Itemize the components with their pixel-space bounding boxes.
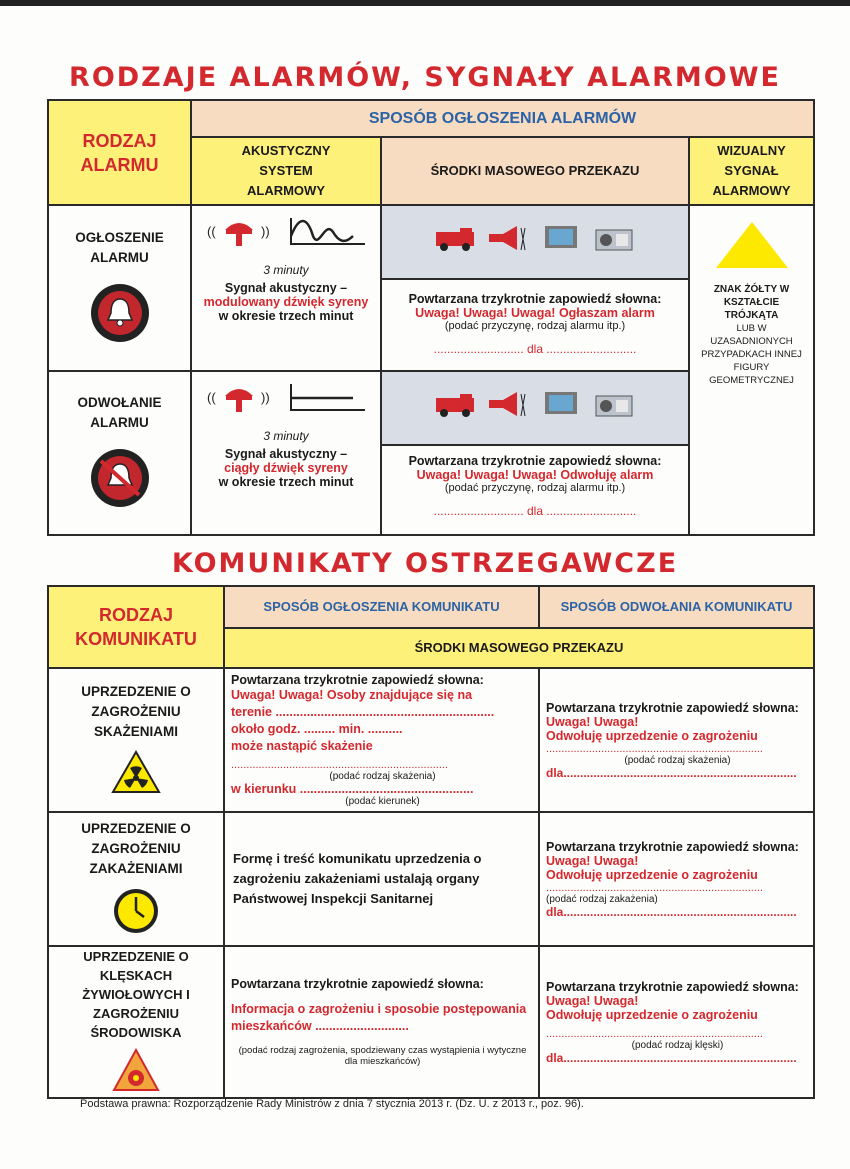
warning-row-1-cancel: Powtarzana trzykrotnie zapowiedź słowna: Uwaga! Uwaga! Odwołuję uprzedzenie o zagrożeniu ....................................................................... (podać rodzaj skażenia) dla...................................................................... bbox=[539, 668, 814, 812]
alarm-row-1-media: Powtarzana trzykrotnie zapowiedź słowna: Uwaga! Uwaga! Uwaga! Ogłaszam alarm (podać przyczynę, rodzaj alarmu itp.) ........................... dla ........................... bbox=[381, 205, 689, 371]
alarm-row-2-acoustic: (( )) 3 minuty Sygnał akustyczny – ciągły dźwięk syreny w okresie trzech minut bbox=[191, 371, 381, 535]
svg-text:((: (( bbox=[206, 224, 216, 239]
warning-row-3-type: UPRZEDZENIE O KLĘSKACH ŻYWIOŁOWYCH I ZAGROŻENIU ŚRODOWISKA bbox=[48, 946, 224, 1098]
warning-row-2-type: UPRZEDZENIE O ZAGROŻENIU ZAKAŻENIAMI bbox=[48, 812, 224, 946]
fire-truck-icon bbox=[434, 390, 478, 418]
svg-text:)): )) bbox=[260, 390, 270, 405]
tv-icon bbox=[539, 224, 583, 252]
media-icons-strip bbox=[382, 206, 688, 280]
warning-row-1-type: UPRZEDZENIE O ZAGROŻENIU SKAŻENIAMI bbox=[48, 668, 224, 812]
modulated-wave-icon bbox=[283, 214, 373, 248]
continuous-wave-icon bbox=[283, 380, 373, 414]
warning-row-2-announce: Formę i treść komunikatu uprzedzenia o zagrożeniu zakażeniami ustalają organy Państwowej Inspekcji Sanitarnej bbox=[224, 812, 539, 946]
header-media: ŚRODKI MASOWEGO PRZEKAZU bbox=[381, 137, 689, 205]
header-alarm-type: RODZAJ ALARMU bbox=[48, 100, 191, 205]
header-cancel: SPOSÓB ODWOŁANIA KOMUNIKATU bbox=[539, 586, 814, 628]
header-announce: SPOSÓB OGŁOSZENIA KOMUNIKATU bbox=[224, 586, 539, 628]
tv-icon bbox=[539, 390, 583, 418]
warning-row-3-cancel: Powtarzana trzykrotnie zapowiedź słowna: Uwaga! Uwaga! Odwołuję uprzedzenie o zagrożeniu ....................................................................... (podać rodzaj klęski) dla...................................................................... bbox=[539, 946, 814, 1098]
radiation-icon bbox=[111, 750, 161, 794]
alarm-row-2-media: Powtarzana trzykrotnie zapowiedź słowna: Uwaga! Uwaga! Uwaga! Odwołuję alarm (podać przyczynę, rodzaj alarmu itp.) ........................... dla ........................... bbox=[381, 371, 689, 535]
header-warning-media: ŚRODKI MASOWEGO PRZEKAZU bbox=[224, 628, 814, 668]
media-icons-strip bbox=[382, 372, 688, 446]
header-warning-type: RODZAJ KOMUNIKATU bbox=[48, 586, 224, 668]
legal-basis-footer: Podstawa prawna: Rozporządzenie Rady Ministrów z dnia 7 stycznia 2013 r. (Dz. U. z 2013 r., poz. 96). bbox=[80, 1098, 584, 1110]
header-alarm-method: SPOSÓB OGŁOSZENIA ALARMÓW bbox=[191, 100, 814, 137]
alarm-row-1-acoustic: (( )) 3 minuty Sygnał akustyczny – modulowany dźwięk syreny w okresie trzech minut bbox=[191, 205, 381, 371]
loudspeaker-icon bbox=[487, 224, 531, 252]
header-acoustic: AKUSTYCZNY SYSTEM ALARMOWY bbox=[191, 137, 381, 205]
alarm-row-2-type: ODWOŁANIE ALARMU bbox=[48, 371, 191, 535]
siren-icon bbox=[199, 214, 279, 248]
page-top-edge bbox=[0, 0, 850, 6]
siren-icon bbox=[199, 380, 279, 414]
fire-truck-icon bbox=[434, 224, 478, 252]
header-visual: WIZUALNY SYGNAŁ ALARMOWY bbox=[689, 137, 814, 205]
radio-icon bbox=[592, 390, 636, 418]
alarm-row-1-type: OGŁOSZENIE ALARMU bbox=[48, 205, 191, 371]
alarms-title: RODZAJE ALARMÓW, SYGNAŁY ALARMOWE bbox=[69, 62, 781, 93]
bell-icon bbox=[89, 282, 151, 344]
visual-signal-cell: ZNAK ŻÓŁTY W KSZTAŁCIE TRÓJKĄTA LUB W UZASADNIONYCH PRZYPADKACH INNEJ FIGURY GEOMETRYCZNEJ bbox=[689, 205, 814, 535]
alarm-table bbox=[47, 99, 815, 536]
yellow-triangle-icon bbox=[712, 220, 792, 270]
svg-text:((: (( bbox=[206, 390, 216, 405]
warnings-title: KOMUNIKATY OSTRZEGAWCZE bbox=[171, 548, 679, 579]
warning-row-2-cancel: Powtarzana trzykrotnie zapowiedź słowna: Uwaga! Uwaga! Odwołuję uprzedzenie o zagrożeniu ....................................................................... (podać rodzaj zakażenia) dla...................................................................... bbox=[539, 812, 814, 946]
bell-crossed-icon bbox=[89, 447, 151, 509]
warning-row-3-announce: Powtarzana trzykrotnie zapowiedź słowna: Informacja o zagrożeniu i sposobie postępowania mieszkańców ........................... (podać rodzaj zagrożenia, spodziewany czas wystąpienia i wytyczne dla mieszkańców) bbox=[224, 946, 539, 1098]
hazard-icon bbox=[112, 1048, 160, 1092]
clock-icon bbox=[112, 887, 160, 935]
warning-row-1-announce: Powtarzana trzykrotnie zapowiedź słowna: Uwaga! Uwaga! Osoby znajdujące się na terenie ............................................................... około godz. ......... min. .......... może nastąpić skażenie ....................................................................... (podać rodzaj skażenia) w kierunku .................................................. (podać kierunek) bbox=[224, 668, 539, 812]
warning-table bbox=[47, 585, 815, 1099]
radio-icon bbox=[592, 224, 636, 252]
loudspeaker-icon bbox=[487, 390, 531, 418]
svg-text:)): )) bbox=[260, 224, 270, 239]
